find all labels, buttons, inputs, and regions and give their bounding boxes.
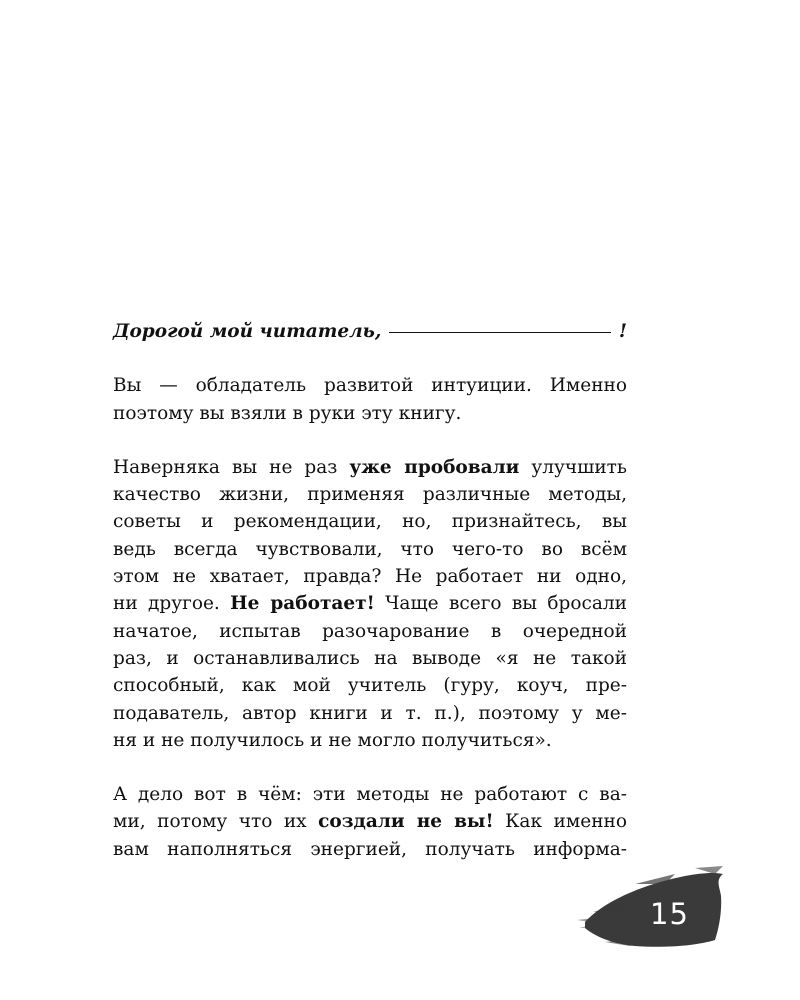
text-run: раз, и останавливались на выводе «я не такой	[113, 647, 627, 669]
text-run: подаватель, автор книги и т. п.), поэтому у ме-	[113, 702, 627, 724]
page-number: 15	[650, 897, 689, 931]
text-line	[113, 372, 627, 399]
emphasis-text: создали не вы!	[318, 811, 494, 833]
text-run: этом не хватает, правда? Не работает ни одно,	[113, 566, 627, 588]
name-blank-line	[389, 332, 611, 333]
text-run: качество жизни, применяя различные методы,	[113, 484, 627, 506]
text-line	[113, 400, 627, 427]
text-line	[113, 645, 627, 672]
paragraph	[113, 372, 627, 427]
text-line	[113, 700, 627, 727]
text-line	[113, 481, 627, 508]
paragraph	[113, 454, 627, 754]
text-line	[113, 808, 627, 835]
page-body	[113, 318, 627, 890]
text-run: советы и рекомендации, но, признайтесь, вы	[113, 511, 627, 533]
text-line	[113, 781, 627, 808]
text-run: улучшить	[519, 456, 627, 478]
greeting-text: Дорогой мой читатель,	[113, 321, 382, 342]
text-run: ня и не получилось и не могло получиться».	[113, 729, 552, 751]
greeting-exclamation: !	[618, 321, 627, 342]
text-line	[113, 536, 627, 563]
text-run: способный, как мой учитель (гуру, коуч, пре-	[113, 675, 627, 697]
greeting-line	[113, 318, 627, 345]
text-run: А дело вот в чём: эти методы не работают с ва-	[113, 784, 627, 806]
text-run: ни другое.	[113, 593, 231, 615]
text-run: ведь всегда чувствовали, что чего-то во всём	[113, 538, 627, 560]
text-line	[113, 618, 627, 645]
emphasis-text: Не работает!	[230, 593, 375, 615]
paragraphs	[113, 372, 627, 863]
text-line	[113, 563, 627, 590]
text-run: вам наполняться энергией, получать информа-	[113, 838, 627, 860]
text-run: Чаще всего вы бросали	[374, 593, 627, 615]
paragraph	[113, 781, 627, 863]
text-line	[113, 590, 627, 617]
emphasis-text: уже пробовали	[349, 456, 520, 478]
text-line	[113, 672, 627, 699]
text-run: начатое, испытав разочарование в очередной	[113, 620, 627, 642]
text-run: поэтому вы взяли в руки эту книгу.	[113, 402, 462, 424]
text-run: Наверняка вы не раз	[113, 456, 350, 478]
text-line	[113, 836, 627, 863]
text-run: Вы — обладатель развитой интуиции. Именно	[113, 375, 627, 397]
text-run: Как именно	[493, 811, 627, 833]
text-line	[113, 508, 627, 535]
text-run: ми, потому что их	[113, 811, 319, 833]
text-line	[113, 454, 627, 481]
text-line	[113, 727, 627, 754]
